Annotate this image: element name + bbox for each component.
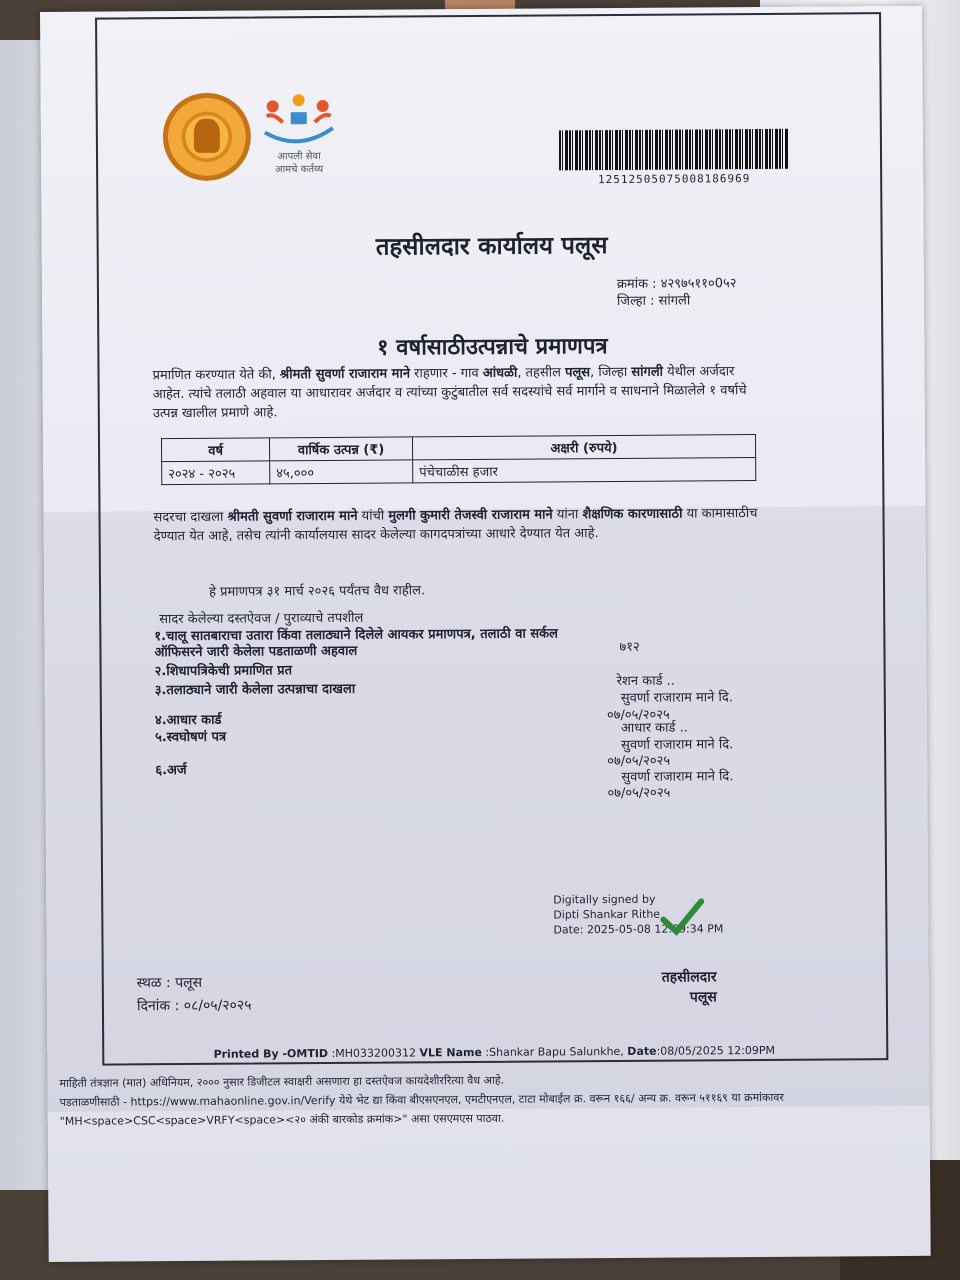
footer-line-2: पडताळणीसाठी - https://www.mahaonline.gov.in/Verify येथे भेट द्या किंवा बीएसएनएल, एमटीएनएल, टाटा मोबाईल क्र. वरून १६६/ अन्य क्र. वरून ५११६९ या क्रमांकावर bbox=[59, 1090, 784, 1109]
income-table bbox=[161, 434, 756, 485]
purpose-reason: शैक्षणिक कारणासाठी bbox=[582, 506, 683, 523]
doc-note-4c: ०७/०५/२०२५ bbox=[607, 753, 671, 770]
document-item-1: १.चालू सातबाराचा उतारा किंवा तलाठ्याने दिलेले आयकर प्रमाणपत्र, तलाठी वा सर्कल ऑफिसरने जारी केलेला पडताळणी अहवाल bbox=[154, 626, 559, 661]
barcode bbox=[559, 129, 789, 171]
certificate-title: १ वर्षासाठीउत्पन्नाचे प्रमाणपत्र bbox=[377, 334, 608, 361]
officer-place: पलूस bbox=[689, 989, 717, 1006]
reference-number: क्रमांक : ४२९७५११०0५२ bbox=[616, 276, 737, 292]
doc-note-2c: ०७/०५/२०२५ bbox=[606, 707, 670, 724]
doc-note-1: ७१२ bbox=[619, 639, 640, 655]
date-line: दिनांक : ०८/०५/२०२५ bbox=[136, 997, 252, 1015]
doc-note-2a: रेशन कार्ड .. bbox=[616, 673, 675, 689]
doc-note-5c: ०७/०५/२०२५ bbox=[607, 785, 671, 802]
aaple-sarkar-logo bbox=[259, 92, 340, 188]
cell-words: पंचेचाळीस हजार bbox=[413, 458, 756, 483]
income-table-row bbox=[162, 458, 756, 485]
applicant-name: श्रीमती सुवर्णा राजाराम माने bbox=[279, 366, 411, 383]
footer-line-1: माहिती तंत्रज्ञान (मात) अधिनियम, २००० नुसार डिजीटल स्वाक्षरी असणारा हा दस्तऐवज कायदेशीररित्या वैध आहे. bbox=[59, 1073, 505, 1090]
certificate-sheet bbox=[40, 6, 931, 1262]
logo-tagline-2: आमचे कर्तव्य bbox=[274, 164, 324, 176]
document-item-4: ४.आधार कार्ड bbox=[154, 712, 222, 729]
signature-valid-check-icon bbox=[659, 897, 705, 937]
header-words: अक्षरी (रुपये) bbox=[412, 435, 755, 460]
village: आंधळी bbox=[482, 365, 518, 381]
cell-income: ४५,००० bbox=[270, 460, 413, 484]
maharashtra-seal-icon bbox=[163, 93, 252, 182]
intro-paragraph: प्रमाणित करण्यात येते की, श्रीमती सुवर्णा राजाराम माने राहणार - गाव आंधळी, तहसील पलूस, जिल्हा सांगली येथील अर्जदार आहेत. त्यांचे तलाठी अहवाल या आधारावर अर्जदार व त्यांच्या कुटुंबातील सर्व सदस्यांचे सर्व मार्गाने व साधनाने मिळालेले १ वर्षाचे उत्पन्न खालील प्रमाणे आहे. bbox=[152, 364, 747, 422]
taluka: पलूस bbox=[564, 365, 591, 381]
digital-signature: Digitally signed by Dipti Shankar Rithe Date: 2025-05-08 12:09:34 PM bbox=[553, 892, 724, 937]
printed-by-bar: Printed By -OMTID :MH033200312 VLE Name :Shankar Bapu Salunkhe, Date:08/05/2025 12:09PM bbox=[213, 1043, 776, 1061]
office-title: तहसीलदार कार्यालय पलूस bbox=[375, 231, 608, 261]
header-year: वर्ष bbox=[161, 438, 269, 462]
document-item-6: ६.अर्ज bbox=[155, 762, 187, 779]
place-line: स्थळ : पलूस bbox=[136, 974, 203, 992]
document-item-5: ५.स्वघोषणं पत्र bbox=[155, 729, 227, 746]
logo-tagline-1: आपली सेवा bbox=[277, 151, 321, 163]
document-item-2: २.शिधापत्रिकेची प्रमाणित प्रत bbox=[154, 663, 293, 680]
reference-district: जिल्हा : सांगली bbox=[616, 293, 691, 309]
reference-block bbox=[617, 275, 737, 310]
beneficiary: मुलगी कुमारी तेजस्वी राजाराम माने bbox=[388, 507, 553, 524]
barcode-number: 12512505075008186969 bbox=[597, 172, 751, 187]
cell-year: २०२४ - २०२५ bbox=[162, 461, 270, 485]
district: सांगली bbox=[631, 364, 664, 380]
verification-footer bbox=[59, 1068, 919, 1131]
doc-note-2b: सुवर्णा राजाराम माने दि. bbox=[620, 690, 733, 706]
purpose-paragraph: सदरचा दाखला श्रीमती सुवर्णा राजाराम माने यांची मुलगी कुमारी तेजस्वी राजाराम माने यांना शैक्षणिक कारणासाठी या कामासाठीच देण्यात येत आहे, तसेच त्यांनी कार्यालयास सादर केलेल्या कागदपत्रांच्या आधारे देण्यात येत आहे. bbox=[153, 506, 758, 545]
validity-text: हे प्रमाणपत्र ३१ मार्च २०२६ पर्यंतच वैध राहील. bbox=[209, 583, 426, 600]
doc-note-4a: आधार कार्ड .. bbox=[620, 720, 688, 736]
doc-note-5b: सुवर्णा राजाराम माने दि. bbox=[621, 769, 734, 785]
officer-title: तहसीलदार bbox=[661, 969, 717, 986]
header-income: वार्षिक उत्पन्न (₹) bbox=[269, 437, 412, 461]
documents-heading: सादर केलेल्या दस्तऐवज / पुराव्याचे तपशील bbox=[159, 610, 364, 628]
footer-line-3: "MH<space>CSC<space>VRFY<space><२० अंकी बारकोड क्रमांक>" असा एसएमएस पाठवा. bbox=[59, 1111, 505, 1128]
document-item-3: ३.तलाठ्याने जारी केलेला उत्पन्नाचा दाखला bbox=[154, 681, 356, 699]
doc-note-4b: सुवर्णा राजाराम माने दि. bbox=[621, 737, 734, 753]
